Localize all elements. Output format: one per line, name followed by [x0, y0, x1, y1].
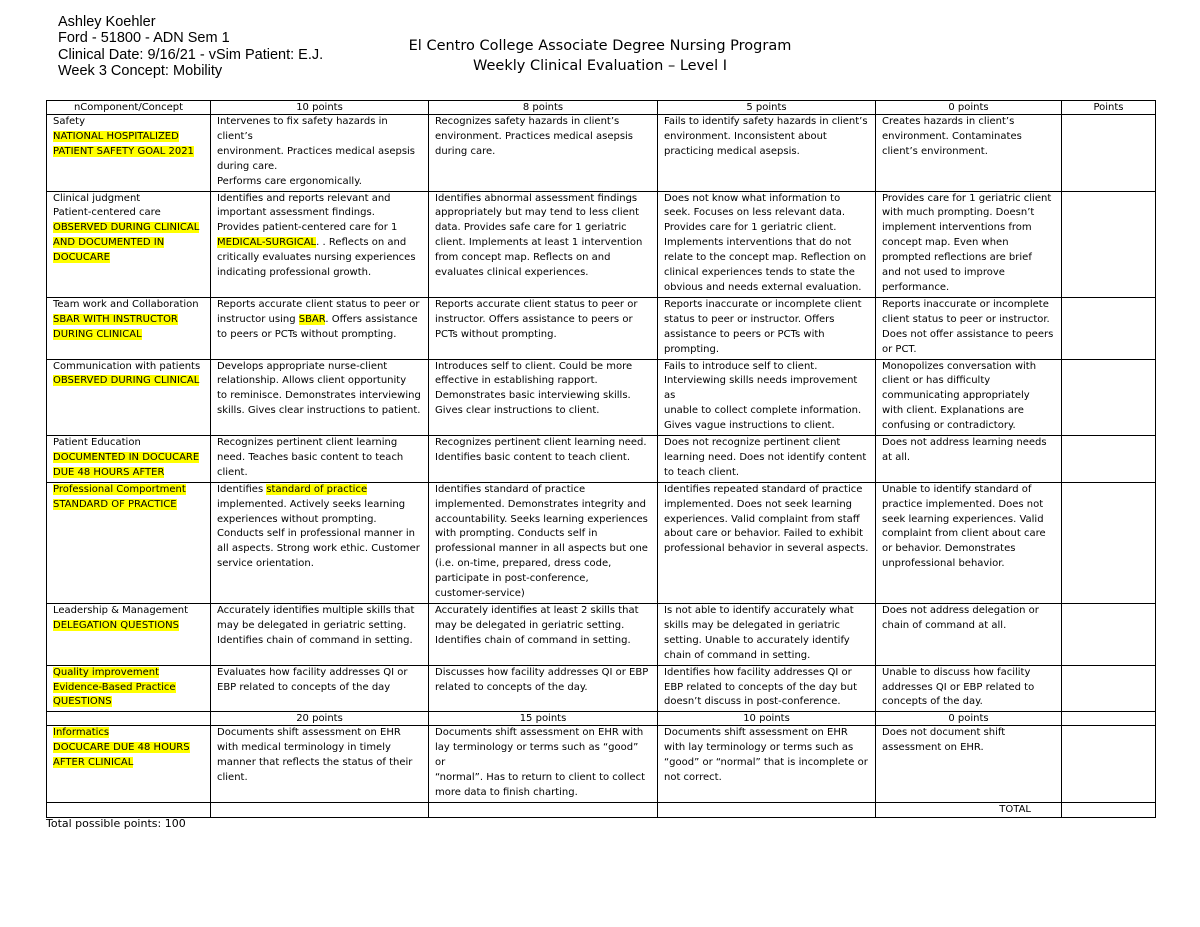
criteria-8-cell	[429, 359, 658, 436]
cell-text: Identifies	[217, 483, 267, 495]
highlighted-text: DURING CLINICAL	[53, 328, 142, 340]
criteria-5-cell	[658, 359, 876, 436]
cell-line: chain of command in setting.	[664, 649, 811, 661]
cell-line: implemented. Actively seeks learning	[217, 498, 406, 510]
student-name: Ashley Koehler	[58, 14, 156, 30]
criteria-8-cell	[429, 115, 658, 192]
cell-line: instructor. Offers assistance to peers or	[435, 313, 633, 325]
cell-line: Patient-centered care	[53, 207, 161, 219]
column-header: 0 points	[876, 101, 1062, 115]
column-header: 8 points	[429, 101, 658, 115]
cell-line: to peers or PCTs without prompting.	[217, 328, 397, 340]
criteria-0-cell	[876, 436, 1062, 483]
table-row	[47, 359, 1156, 436]
program-title: El Centro College Associate Degree Nursing Program	[408, 38, 792, 54]
cell-line: may be delegated in geriatric setting.	[435, 619, 625, 631]
evaluation-title: Weekly Clinical Evaluation – Level I	[473, 58, 727, 74]
table-row	[47, 665, 1156, 712]
column-header: 5 points	[658, 101, 876, 115]
cell-line: Team work and Collaboration	[53, 298, 199, 310]
cell-line: Fails to introduce self to client.	[664, 360, 818, 372]
cell-line: Implements interventions that do not	[664, 237, 852, 249]
cell-line: skills may be delegated in geriatric	[664, 619, 840, 631]
points-input-cell[interactable]	[1062, 482, 1156, 603]
highlighted-text: SBAR	[298, 313, 326, 325]
cell-line: with prompting. Conducts self in	[435, 528, 598, 540]
cell-line: Identifies how facility addresses QI or	[664, 666, 852, 678]
highlighted-text: DOCUCARE	[53, 252, 110, 264]
criteria-10-cell	[211, 297, 429, 359]
total-possible-points: Total possible points: 100	[46, 817, 186, 830]
cell-line: at all.	[882, 451, 911, 463]
highlighted-text: NATIONAL HOSPITALIZED	[53, 130, 179, 142]
cell-line: to teach client.	[664, 466, 740, 478]
cell-line: setting. Unable to accurately identify	[664, 634, 850, 646]
cell-line: Is not able to identify accurately what	[664, 605, 854, 616]
concept-cell	[47, 359, 211, 436]
cell-text: instructor using	[217, 313, 299, 325]
cell-line: with much prompting. Doesn’t	[882, 207, 1035, 219]
cell-line: experiences. Valid complaint from staff	[664, 513, 860, 525]
cell-line: clinical experiences tends to state the	[664, 267, 855, 279]
cell-line: Documents shift assessment on EHR with	[435, 727, 644, 739]
student-header	[58, 14, 323, 80]
cell-line: addresses QI or EBP related to	[882, 681, 1035, 693]
cell-line: effective in establishing rapport.	[435, 375, 598, 387]
highlighted-text: MEDICAL-SURGICAL	[217, 237, 317, 249]
criteria-5-cell	[658, 604, 876, 666]
cell-line: Unable to discuss how facility	[882, 666, 1031, 678]
cell-line: Does not address learning needs	[882, 437, 1047, 449]
criteria-0-cell	[876, 726, 1062, 803]
highlighted-text: SBAR WITH INSTRUCTOR	[53, 313, 178, 325]
cell-line: lay terminology or terms such as “good” or	[435, 742, 639, 769]
cell-line: data. Provides safe care for 1 geriatric	[435, 222, 627, 234]
cell-line: Accurately identifies multiple skills that	[217, 605, 415, 616]
cell-line: Recognizes safety hazards in client’s	[435, 116, 620, 127]
cell-line: and not used to improve	[882, 267, 1005, 279]
cell-line: implemented. Demonstrates integrity and	[435, 498, 646, 510]
cell-line: Provides care for 1 geriatric client	[882, 192, 1052, 204]
cell-line: client’s environment.	[882, 145, 988, 157]
week-concept: Week 3 Concept: Mobility	[58, 63, 223, 80]
criteria-5-cell	[658, 297, 876, 359]
column-header: 10 points	[211, 101, 429, 115]
cell-line: Gives vague instructions to client.	[664, 420, 835, 432]
criteria-0-cell	[876, 665, 1062, 712]
cell-text: . Offers assistance	[325, 313, 418, 325]
cell-line: accountability. Seeks learning experiences	[435, 513, 648, 525]
cell-line: communicating appropriately	[882, 390, 1030, 402]
criteria-8-cell	[429, 665, 658, 712]
cell-line: EBP related to concepts of the day but	[664, 681, 858, 693]
cell-line: assistance to peers or PCTs with	[664, 328, 825, 340]
criteria-10-cell	[211, 115, 429, 192]
cell-line: Provides patient-centered care for 1	[217, 222, 398, 234]
criteria-8-cell	[429, 604, 658, 666]
cell-line: doesn’t discuss in post-conference.	[664, 696, 841, 708]
points-input-cell[interactable]	[1062, 115, 1156, 192]
criteria-10-cell	[211, 191, 429, 297]
highlighted-text: AND DOCUMENTED IN	[53, 237, 165, 249]
points-input-cell[interactable]	[1062, 436, 1156, 483]
cell-line: Communication with patients	[53, 360, 201, 372]
criteria-20-cell	[211, 726, 429, 803]
criteria-8-cell	[429, 482, 658, 603]
cell-line: Provides care for 1 geriatric client.	[664, 222, 837, 234]
cell-line: seek. Focuses on less relevant data.	[664, 207, 846, 219]
cell-line: Reports inaccurate or incomplete	[882, 298, 1049, 310]
cell-line: practicing medical asepsis.	[664, 145, 800, 157]
criteria-10-cell	[211, 604, 429, 666]
cell-line: Fails to identify safety hazards in client’s	[664, 116, 868, 127]
highlighted-text: Informatics	[53, 727, 110, 739]
cell-line: seek learning experiences. Valid	[882, 513, 1044, 525]
cell-line: relate to the concept map. Reflection on	[664, 252, 867, 264]
cell-line: client or has difficulty	[882, 375, 991, 387]
cell-line: during care.	[217, 160, 278, 172]
cell-line: Introduces self to client. Could be more	[435, 360, 633, 372]
cell-line: client.	[217, 772, 248, 784]
criteria-5-cell	[658, 191, 876, 297]
cell-line: Documents shift assessment on EHR	[664, 727, 848, 739]
highlighted-text: AFTER CLINICAL	[53, 757, 134, 769]
points-input-cell[interactable]	[1062, 297, 1156, 359]
concept-cell	[47, 115, 211, 192]
cell-line: experiences without prompting.	[217, 513, 377, 525]
cell-line: Performs care ergonomically.	[217, 175, 362, 187]
criteria-5-cell	[658, 436, 876, 483]
cell-line: Identifies repeated standard of practice	[664, 483, 863, 495]
cell-line: with lay terminology or terms such as	[664, 742, 854, 754]
cell-line: Identifies standard of practice	[435, 483, 586, 495]
cell-line: implemented. Does not seek learning	[664, 498, 853, 510]
points-input-cell[interactable]	[1062, 726, 1156, 803]
cell-line: implement interventions from	[882, 222, 1032, 234]
column-header: nComponent/Concept	[47, 101, 211, 115]
concept-cell	[47, 436, 211, 483]
cell-line: Patient Education	[53, 437, 141, 449]
cell-line: professional behavior in several aspects.	[664, 543, 869, 555]
empty-cell	[211, 802, 429, 817]
highlighted-text: DOCUCARE DUE 48 HOURS	[53, 742, 190, 754]
criteria-0-cell	[876, 115, 1062, 192]
cell-line: with client. Explanations are	[882, 405, 1024, 417]
points-label: 10 points	[658, 712, 876, 726]
cell-text: Reports accurate client status to peer or	[217, 298, 420, 310]
cell-line: Does not document shift	[882, 727, 1006, 739]
cell-line: complaint from client about care	[882, 528, 1046, 540]
highlighted-text: OBSERVED DURING CLINICAL	[53, 375, 200, 387]
cell-line: unable to collect complete information.	[664, 405, 862, 417]
highlighted-text: DELEGATION QUESTIONS	[53, 619, 179, 631]
criteria-0-cell	[876, 482, 1062, 603]
cell-line: unprofessional behavior.	[882, 558, 1005, 570]
criteria-10-cell	[211, 436, 429, 483]
cell-line: Recognizes pertinent client learning	[217, 437, 398, 449]
cell-line: Identifies chain of command in setting.	[217, 634, 413, 646]
cell-line: obvious and needs external evaluation.	[664, 281, 862, 293]
points-label: 20 points	[211, 712, 429, 726]
cell-line: confusing or contradictory.	[882, 420, 1016, 432]
cell-line: “normal”. Has to return to client to collect	[435, 772, 646, 784]
cell-line: Reports inaccurate or incomplete client	[664, 298, 862, 310]
points-input-cell[interactable]	[1062, 191, 1156, 297]
cell-line: Identifies and reports relevant and	[217, 192, 391, 204]
cell-line: environment. Contaminates	[882, 130, 1022, 142]
evaluation-rubric-table	[46, 100, 1156, 818]
cell-line: performance.	[882, 281, 950, 293]
cell-line: EBP related to concepts of the day	[217, 681, 391, 693]
highlighted-text: DUE 48 HOURS AFTER	[53, 466, 165, 478]
table-row	[47, 191, 1156, 297]
criteria-5-cell	[658, 115, 876, 192]
cell-line: (i.e. on-time, prepared, dress code,	[435, 558, 612, 570]
cell-line: relationship. Allows client opportunity	[217, 375, 407, 387]
cell-line: Reports accurate client status to peer or	[435, 298, 638, 310]
cell-line: or behavior. Demonstrates	[882, 543, 1016, 555]
cell-line: client status to peer or instructor.	[882, 313, 1050, 325]
total-row	[47, 802, 1156, 817]
points-label: 15 points	[429, 712, 658, 726]
highlighted-text: STANDARD OF PRACTICE	[53, 498, 177, 510]
cell-line: Gives clear instructions to client.	[435, 405, 600, 417]
cell-line: concept map. Even when	[882, 237, 1009, 249]
criteria-0-cell	[876, 297, 1062, 359]
empty-cell	[429, 802, 658, 817]
cell-line: to reminisce. Demonstrates interviewing	[217, 390, 421, 402]
cell-line: Safety	[53, 116, 85, 127]
cell-line: Identifies chain of command in setting.	[435, 634, 631, 646]
criteria-8-cell	[429, 297, 658, 359]
highlighted-text: Evidence-Based Practice	[53, 681, 176, 693]
cell-line: from concept map. Reflects on and	[435, 252, 611, 264]
criteria-0-cell	[876, 191, 1062, 297]
highlighted-text: DOCUMENTED IN DOCUCARE	[53, 451, 200, 463]
cell-line: Recognizes pertinent client learning need.	[435, 437, 647, 449]
cell-line: environment. Practices medical asepsis	[217, 145, 416, 157]
concept-cell	[47, 726, 211, 803]
cell-line: Monopolizes conversation with	[882, 360, 1037, 372]
cell-line: PCTs without prompting.	[435, 328, 557, 340]
concept-cell	[47, 604, 211, 666]
course-line: Ford - 51800 - ADN Sem 1	[58, 30, 230, 47]
cell-line: Identifies basic content to teach client.	[435, 451, 631, 463]
cell-line: Interviewing skills needs improvement as	[664, 375, 858, 402]
cell-line: skills. Gives clear instructions to patient.	[217, 405, 421, 417]
cell-line: Accurately identifies at least 2 skills that	[435, 605, 639, 616]
cell-text: . . Reflects on and	[316, 237, 407, 249]
criteria-0-cell	[876, 604, 1062, 666]
cell-line: client.	[217, 466, 248, 478]
cell-line: customer-service)	[435, 588, 525, 600]
empty-cell	[658, 802, 876, 817]
criteria-5-cell	[658, 482, 876, 603]
cell-line: not correct.	[664, 772, 722, 784]
header-row	[47, 101, 1156, 115]
cell-line: learning need. Does not identify content	[664, 451, 867, 463]
cell-line: all aspects. Strong work ethic. Customer	[217, 543, 420, 555]
cell-line: with medical terminology in timely	[217, 742, 391, 754]
table-row	[47, 482, 1156, 603]
cell-line: Creates hazards in client’s	[882, 116, 1015, 127]
cell-line: Clinical judgment	[53, 192, 141, 204]
cell-line: Evaluates how facility addresses QI or	[217, 666, 408, 678]
concept-cell	[47, 482, 211, 603]
cell-line: during care.	[435, 145, 496, 157]
empty-cell	[47, 712, 211, 726]
criteria-0-cell	[876, 359, 1062, 436]
cell-line: Does not know what information to	[664, 192, 841, 204]
points-input-cell[interactable]	[1062, 604, 1156, 666]
highlighted-text: Professional Comportment	[53, 483, 186, 495]
cell-line: Does not offer assistance to peers	[882, 328, 1054, 340]
cell-line: need. Teaches basic content to teach	[217, 451, 404, 463]
empty-cell	[1062, 712, 1156, 726]
criteria-15-cell	[429, 726, 658, 803]
cell-line: Conducts self in professional manner in	[217, 528, 415, 540]
table-row	[47, 726, 1156, 803]
cell-line: chain of command at all.	[882, 619, 1007, 631]
total-points-cell[interactable]	[1062, 802, 1156, 817]
cell-line: Demonstrates basic interviewing skills.	[435, 390, 631, 402]
cell-line: may be delegated in geriatric setting.	[217, 619, 407, 631]
cell-line: participate in post-conference,	[435, 573, 589, 585]
cell-line: manner that reflects the status of their	[217, 757, 413, 769]
criteria-8-cell	[429, 191, 658, 297]
concept-cell	[47, 665, 211, 712]
concept-cell	[47, 191, 211, 297]
cell-line: concepts of the day.	[882, 696, 983, 708]
cell-line: prompted reflections are brief	[882, 252, 1032, 264]
points-input-cell[interactable]	[1062, 359, 1156, 436]
highlighted-text: PATIENT SAFETY GOAL 2021	[53, 145, 194, 157]
cell-line: appropriately but may tend to less client	[435, 207, 640, 219]
cell-line: Identifies abnormal assessment findings	[435, 192, 638, 204]
highlighted-text: standard of practice	[266, 483, 368, 495]
criteria-10-cell	[211, 482, 429, 603]
criteria-5-cell	[658, 665, 876, 712]
cell-line: evaluates clinical experiences.	[435, 267, 589, 279]
cell-line: practice implemented. Does not	[882, 498, 1044, 510]
cell-line: Does not address delegation or	[882, 605, 1039, 616]
cell-line: assessment on EHR.	[882, 742, 984, 754]
criteria-10-cell	[211, 665, 429, 712]
cell-line: client. Implements at least 1 intervention	[435, 237, 643, 249]
column-header: Points	[1062, 101, 1156, 115]
cell-line: Does not recognize pertinent client	[664, 437, 841, 449]
cell-line: Intervenes to fix safety hazards in client’s	[217, 116, 388, 142]
cell-line: service orientation.	[217, 558, 314, 570]
cell-line: environment. Practices medical asepsis	[435, 130, 634, 142]
cell-line: prompting.	[664, 343, 720, 355]
empty-cell	[47, 802, 211, 817]
cell-line: Unable to identify standard of	[882, 483, 1032, 495]
cell-line: environment. Inconsistent about	[664, 130, 827, 142]
concept-cell	[47, 297, 211, 359]
cell-line: more data to finish charting.	[435, 786, 578, 798]
document-title	[340, 36, 860, 76]
points-label: 0 points	[876, 712, 1062, 726]
table-row	[47, 436, 1156, 483]
cell-line: important assessment findings.	[217, 207, 375, 219]
total-label: TOTAL	[876, 802, 1062, 817]
cell-line: critically evaluates nursing experiences	[217, 252, 416, 264]
highlighted-text: OBSERVED DURING CLINICAL	[53, 222, 200, 234]
cell-line: or PCT.	[882, 343, 917, 355]
table-row	[47, 297, 1156, 359]
cell-line: “good” or “normal” that is incomplete or	[664, 757, 868, 769]
clinical-date: Clinical Date: 9/16/21 - vSim Patient: E.J.	[58, 46, 324, 63]
criteria-8-cell	[429, 436, 658, 483]
cell-line: Leadership & Management	[53, 605, 188, 616]
cell-line: Develops appropriate nurse-client	[217, 360, 388, 372]
criteria-10-cell	[658, 726, 876, 803]
highlighted-text: QUESTIONS	[53, 696, 112, 708]
criteria-10-cell	[211, 359, 429, 436]
points-header-row	[47, 712, 1156, 726]
cell-line: related to concepts of the day.	[435, 681, 588, 693]
cell-line: about care or behavior. Failed to exhibit	[664, 528, 864, 540]
cell-line: status to peer or instructor. Offers	[664, 313, 835, 325]
cell-line: indicating professional growth.	[217, 267, 372, 279]
points-input-cell[interactable]	[1062, 665, 1156, 712]
table-row	[47, 115, 1156, 192]
table-row	[47, 604, 1156, 666]
cell-line: Documents shift assessment on EHR	[217, 727, 401, 739]
cell-line: Discusses how facility addresses QI or EBP	[435, 666, 649, 678]
cell-line: professional manner in all aspects but one	[435, 543, 648, 555]
highlighted-text: Quality improvement	[53, 666, 160, 678]
